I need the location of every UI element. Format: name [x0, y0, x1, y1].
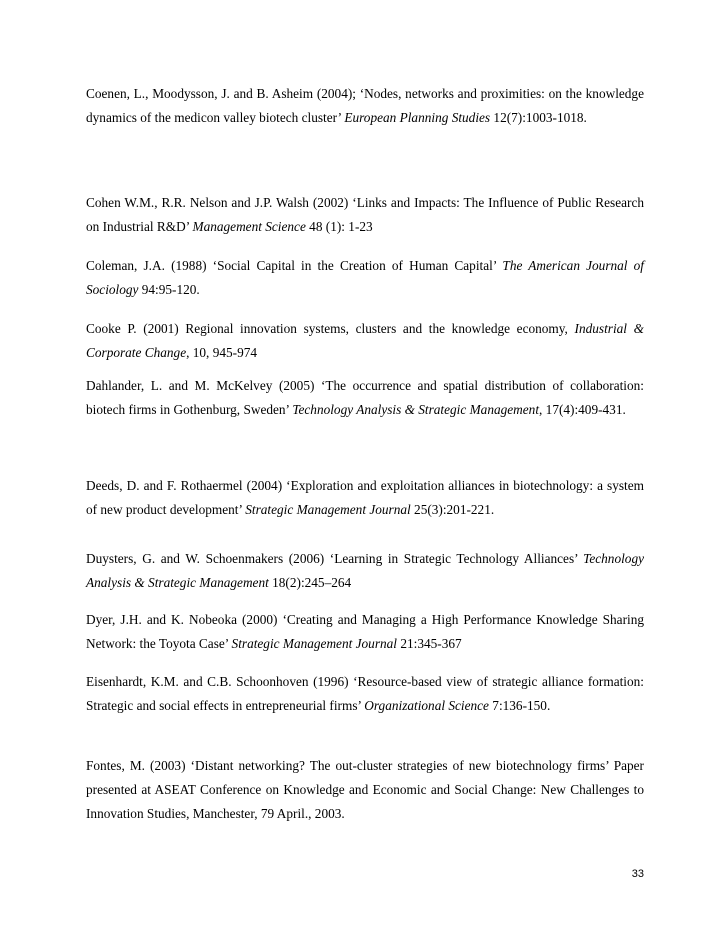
reference-text: Coenen, L., Moodysson, J. and B. Asheim (2004); ‘Nodes, networks and proximities: on the knowledge dynamics of the medicon valley biotech cluster’ [86, 86, 644, 125]
reference-details: , 17(4):409-431. [539, 402, 626, 417]
reference-details: 21:345-367 [397, 636, 462, 651]
reference-journal: Technology Analysis & Strategic Management [86, 551, 644, 590]
reference-entry [86, 670, 644, 718]
reference-entry [86, 254, 644, 302]
reference-journal: Technology Analysis & Strategic Management [292, 402, 540, 417]
reference-text: Deeds, D. and F. Rothaermel (2004) ‘Exploration and exploitation alliances in biotechnology: a system of new product development’ [86, 478, 644, 517]
reference-details: 18(2):245–264 [268, 575, 352, 590]
reference-text: Fontes, M. (2003) ‘Distant networking? The out-cluster strategies of new biotechnology firms’ Paper presented at ASEAT Conference on Knowledge and Economic and Social Change: New Challenges to Innovation Studies, Manchester, 79 April., 2003. [86, 758, 644, 821]
reference-journal: Industrial & Corporate Change [86, 321, 644, 360]
reference-entry [86, 547, 644, 595]
reference-journal: Organizational Science [364, 698, 489, 713]
reference-entry [86, 474, 644, 522]
reference-text: Duysters, G. and W. Schoenmakers (2006) ‘Learning in Strategic Technology Alliances’ [86, 551, 584, 566]
reference-entry [86, 317, 644, 365]
reference-journal: Management Science [192, 219, 306, 234]
reference-journal: European Planning Studies [344, 110, 491, 125]
reference-text: Eisenhardt, K.M. and C.B. Schoonhoven (1996) ‘Resource-based view of strategic alliance formation: Strategic and social effects in entrepreneurial firms’ [86, 674, 644, 713]
reference-details: 48 (1): 1-23 [305, 219, 373, 234]
reference-details: 25(3):201-221. [410, 502, 495, 517]
reference-entry [86, 191, 644, 239]
reference-journal: Strategic Management Journal [231, 636, 397, 651]
reference-entry [86, 608, 644, 656]
reference-details: 7:136-150. [488, 698, 551, 713]
reference-details: 12(7):1003-1018. [490, 110, 587, 125]
reference-journal: The American Journal of Sociology [86, 258, 644, 297]
reference-details: 94:95-120. [138, 282, 200, 297]
reference-text: Dyer, J.H. and K. Nobeoka (2000) ‘Creating and Managing a High Performance Knowledge Sharing Network: the Toyota Case’ [86, 612, 644, 651]
reference-entry [86, 374, 644, 422]
reference-entry [86, 754, 644, 826]
reference-entry [86, 82, 644, 130]
reference-text: Cohen W.M., R.R. Nelson and J.P. Walsh (2002) ‘Links and Impacts: The Influence of Public Research on Industrial R&D’ [86, 195, 644, 234]
reference-text: Cooke P. (2001) Regional innovation systems, clusters and the knowledge economy, [86, 321, 575, 336]
reference-journal: Strategic Management Journal [245, 502, 411, 517]
reference-text: Coleman, J.A. (1988) ‘Social Capital in the Creation of Human Capital’ [86, 258, 503, 273]
reference-details: , 10, 945-974 [186, 345, 258, 360]
reference-text: Dahlander, L. and M. McKelvey (2005) ‘The occurrence and spatial distribution of collaboration: biotech firms in Gothenburg, Sweden’ [86, 378, 644, 417]
page-number: 33 [631, 868, 644, 880]
